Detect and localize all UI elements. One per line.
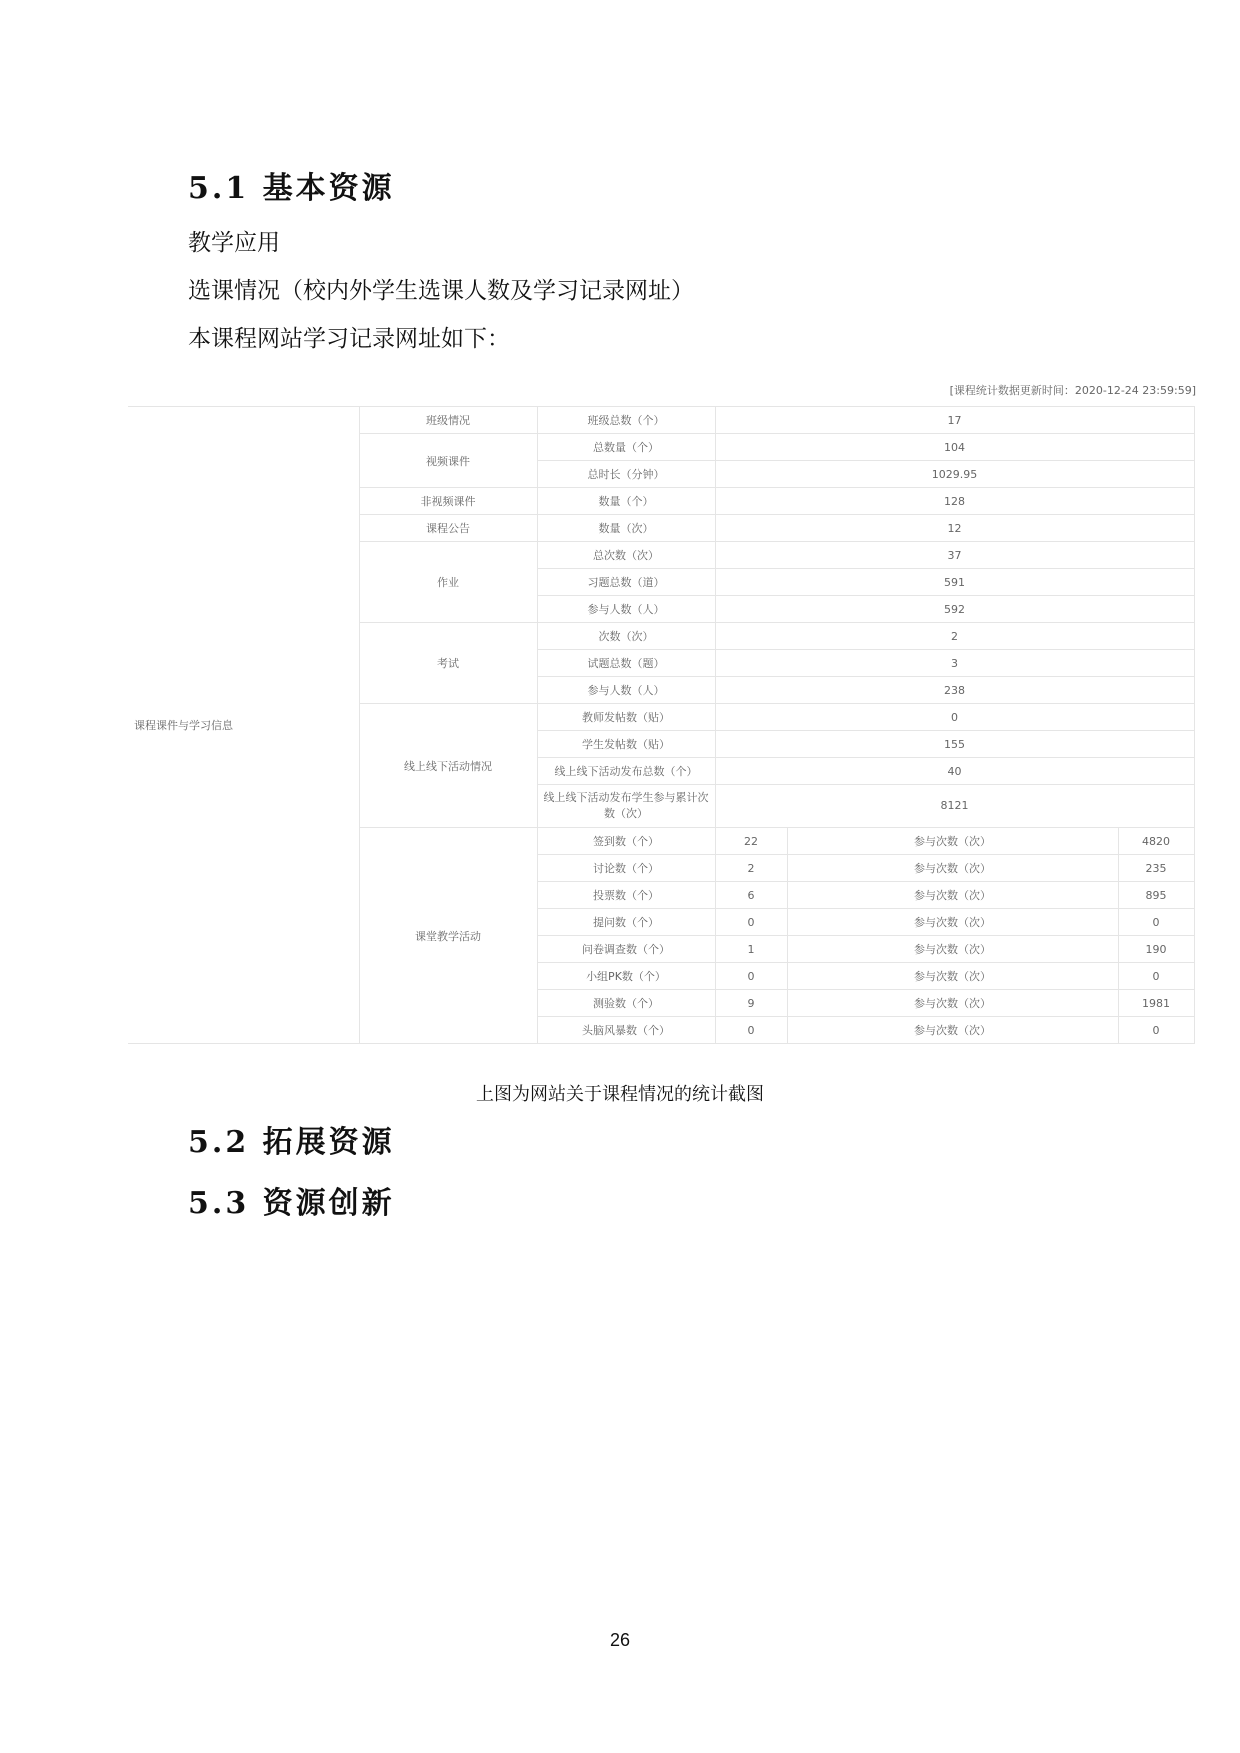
paragraph-enrollment: 选课情况（校内外学生选课人数及学习记录网址） xyxy=(188,278,694,304)
count-cell: 6 xyxy=(715,882,787,909)
participation-cell: 235 xyxy=(1118,855,1194,882)
group-label: 课程课件与学习信息 xyxy=(128,407,359,1044)
metric-cell: 线上线下活动发布总数（个） xyxy=(537,758,715,785)
value-cell: 238 xyxy=(715,677,1194,704)
metric-cell: 参与人数（人） xyxy=(537,596,715,623)
value-cell: 0 xyxy=(715,704,1194,731)
metric-cell: 总数量（个） xyxy=(537,434,715,461)
value-cell: 591 xyxy=(715,569,1194,596)
metric-cell: 问卷调查数（个） xyxy=(537,936,715,963)
table-row xyxy=(128,407,1194,434)
category-cell: 课堂教学活动 xyxy=(359,828,537,1044)
count-cell: 0 xyxy=(715,909,787,936)
metric-cell: 参与人数（人） xyxy=(537,677,715,704)
metric-cell: 投票数（个） xyxy=(537,882,715,909)
value-cell: 1029.95 xyxy=(715,461,1194,488)
stats-update-time: [课程统计数据更新时间：2020-12-24 23:59:59] xyxy=(949,384,1196,397)
metric-cell: 次数（次） xyxy=(537,623,715,650)
participation-cell: 1981 xyxy=(1118,990,1194,1017)
metric-cell: 测验数（个） xyxy=(537,990,715,1017)
count-cell: 0 xyxy=(715,963,787,990)
page-number: 26 xyxy=(609,1630,631,1650)
metric-cell: 总次数（次） xyxy=(537,542,715,569)
value-cell: 128 xyxy=(715,488,1194,515)
value-cell: 37 xyxy=(715,542,1194,569)
section-heading-5-2: 5.2 拓展资源 xyxy=(188,1125,395,1160)
metric-cell: 签到数（个） xyxy=(537,828,715,855)
category-cell: 班级情况 xyxy=(359,407,537,434)
value-cell: 155 xyxy=(715,731,1194,758)
category-cell: 作业 xyxy=(359,542,537,623)
participation-label-cell: 参与次数（次） xyxy=(787,882,1118,909)
metric-cell: 讨论数（个） xyxy=(537,855,715,882)
value-cell: 2 xyxy=(715,623,1194,650)
value-cell: 104 xyxy=(715,434,1194,461)
metric-cell: 头脑风暴数（个） xyxy=(537,1017,715,1044)
value-cell: 12 xyxy=(715,515,1194,542)
participation-label-cell: 参与次数（次） xyxy=(787,990,1118,1017)
paragraph-record-url: 本课程网站学习记录网址如下： xyxy=(188,326,510,352)
participation-label-cell: 参与次数（次） xyxy=(787,909,1118,936)
metric-cell: 试题总数（题） xyxy=(537,650,715,677)
value-cell: 8121 xyxy=(715,785,1194,828)
participation-label-cell: 参与次数（次） xyxy=(787,828,1118,855)
participation-cell: 190 xyxy=(1118,936,1194,963)
category-cell: 视频课件 xyxy=(359,434,537,488)
participation-label-cell: 参与次数（次） xyxy=(787,936,1118,963)
category-cell: 线上线下活动情况 xyxy=(359,704,537,828)
participation-cell: 895 xyxy=(1118,882,1194,909)
metric-cell: 数量（个） xyxy=(537,488,715,515)
paragraph-teaching-application: 教学应用 xyxy=(188,230,280,256)
category-cell: 考试 xyxy=(359,623,537,704)
count-cell: 0 xyxy=(715,1017,787,1044)
participation-label-cell: 参与次数（次） xyxy=(787,1017,1118,1044)
course-statistics-table xyxy=(128,406,1195,1044)
metric-cell: 教师发帖数（贴） xyxy=(537,704,715,731)
metric-cell: 小组PK数（个） xyxy=(537,963,715,990)
figure-caption: 上图为网站关于课程情况的统计截图 xyxy=(476,1084,764,1105)
category-cell: 非视频课件 xyxy=(359,488,537,515)
participation-cell: 0 xyxy=(1118,909,1194,936)
count-cell: 2 xyxy=(715,855,787,882)
count-cell: 1 xyxy=(715,936,787,963)
metric-cell: 学生发帖数（贴） xyxy=(537,731,715,758)
value-cell: 17 xyxy=(715,407,1194,434)
participation-cell: 0 xyxy=(1118,963,1194,990)
count-cell: 22 xyxy=(715,828,787,855)
value-cell: 592 xyxy=(715,596,1194,623)
metric-cell: 数量（次） xyxy=(537,515,715,542)
value-cell: 3 xyxy=(715,650,1194,677)
metric-cell: 总时长（分钟） xyxy=(537,461,715,488)
participation-cell: 0 xyxy=(1118,1017,1194,1044)
metric-cell: 习题总数（道） xyxy=(537,569,715,596)
metric-cell: 线上线下活动发布学生参与累计次数（次） xyxy=(537,785,715,828)
participation-label-cell: 参与次数（次） xyxy=(787,855,1118,882)
category-cell: 课程公告 xyxy=(359,515,537,542)
participation-cell: 4820 xyxy=(1118,828,1194,855)
participation-label-cell: 参与次数（次） xyxy=(787,963,1118,990)
section-heading-5-1: 5.1 基本资源 xyxy=(188,171,395,206)
section-heading-5-3: 5.3 资源创新 xyxy=(188,1186,395,1221)
metric-cell: 班级总数（个） xyxy=(537,407,715,434)
metric-cell: 提问数（个） xyxy=(537,909,715,936)
value-cell: 40 xyxy=(715,758,1194,785)
count-cell: 9 xyxy=(715,990,787,1017)
